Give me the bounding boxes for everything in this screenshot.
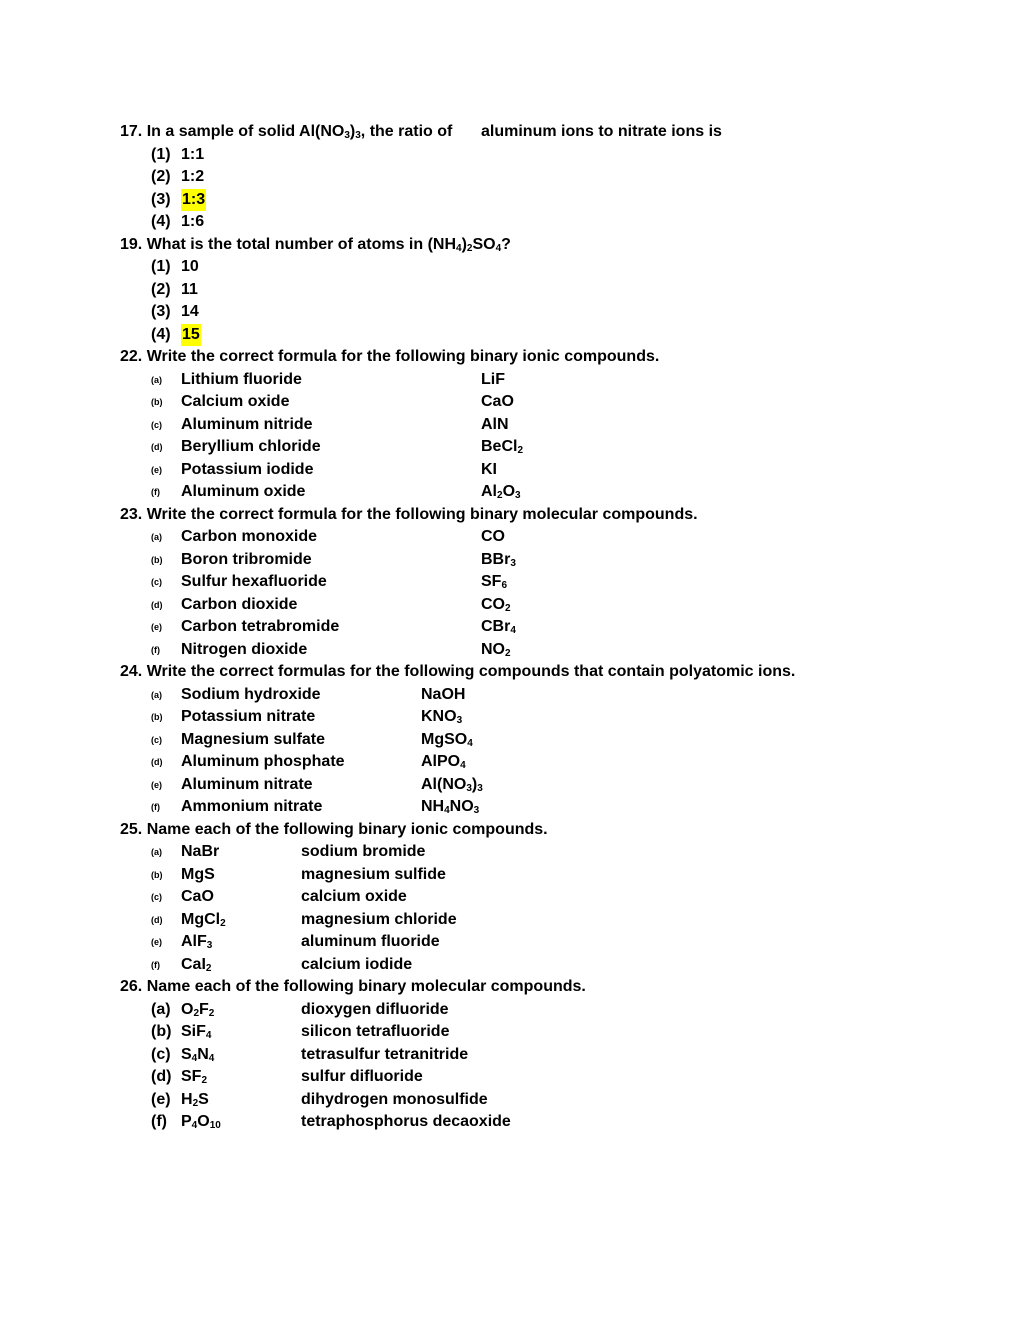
compound-formula: CaO (181, 888, 214, 905)
item-row (0, 571, 1020, 594)
compound-formula: $SF_2$ (181, 1068, 208, 1086)
question-22-text: 22. Write the correct formula for the following binary ionic compounds. (120, 348, 660, 365)
item-label: (f) (151, 802, 160, 812)
question-26-items (0, 999, 1020, 1134)
compound-formula: $NH_4NO_3$ (421, 798, 480, 816)
item-label: (e) (151, 1090, 171, 1108)
compound-formula: CaI$_2$ (181, 955, 212, 974)
item-row (0, 684, 1020, 707)
item-row (0, 1111, 1020, 1134)
compound-name: Carbon dioxide (181, 595, 298, 613)
item-label: (c) (151, 892, 162, 902)
compound-formula: NaOH (421, 685, 466, 703)
option-answer: 10 (181, 258, 199, 275)
question-26-text: 26. Name each of the following binary molecular compounds. (120, 978, 586, 995)
item-label: (a) (151, 532, 162, 542)
item-row (0, 594, 1020, 617)
compound-formula: $KNO_3$ (421, 708, 463, 726)
option-row (0, 256, 1020, 279)
item-row (0, 369, 1020, 392)
item-label: (f) (151, 644, 160, 655)
item-label: (c) (151, 1045, 171, 1063)
question-23-text: 23. Write the correct formula for the following binary molecular compounds. (120, 505, 698, 523)
compound-name: magnesium chloride (301, 910, 457, 928)
compound-formula: $CO_2$ (481, 595, 511, 614)
option-row (0, 189, 1020, 212)
compound-name: sulfur difluoride (301, 1068, 423, 1085)
compound-formula: BeCl$_2$ (481, 438, 524, 456)
item-label: (c) (151, 419, 162, 430)
item-label: (d) (151, 1068, 172, 1085)
compound-formula: MgSO$_4$ (421, 730, 473, 749)
option-answer: 1:1 (181, 145, 205, 163)
option-row (0, 211, 1020, 234)
item-label: (b) (151, 397, 163, 407)
question-24 (0, 661, 1020, 684)
item-label: (f) (151, 487, 160, 497)
option-row (0, 301, 1020, 324)
item-label: (e) (151, 779, 162, 790)
item-row (0, 1044, 1020, 1067)
compound-formula: MgS (181, 865, 215, 883)
compound-formula: $NO_2$ (481, 640, 511, 659)
highlighted-answer: 1:3 (181, 189, 206, 212)
compound-name: silicon tetrafluoride (301, 1023, 450, 1040)
item-label: (b) (151, 869, 163, 880)
option-answer: 14 (181, 303, 199, 320)
item-label: (c) (151, 577, 162, 587)
item-row (0, 706, 1020, 729)
question-25-text: 25. Name each of the following binary ionic compounds. (120, 820, 548, 838)
compound-name: Sulfur hexafluoride (181, 573, 327, 590)
option-number: (2) (151, 168, 171, 185)
compound-name: Ammonium nitrate (181, 798, 323, 815)
item-row (0, 751, 1020, 774)
compound-name: Potassium iodide (181, 460, 314, 478)
item-label: (b) (151, 712, 163, 722)
item-row (0, 414, 1020, 437)
compound-name: Boron tribromide (181, 550, 312, 568)
compound-formula: AlPO$_4$ (421, 753, 466, 771)
compound-formula: $S_4N_4$ (181, 1045, 215, 1064)
option-number: (3) (151, 303, 171, 320)
question-19-text: 19. What is the total number of atoms in $(NH_4)_2SO_4$? (120, 235, 511, 254)
compound-name: sodium bromide (301, 843, 426, 860)
item-label: (d) (151, 914, 163, 925)
option-number: (1) (151, 145, 171, 163)
option-answer: 1:2 (181, 168, 205, 185)
compound-name: Carbon tetrabromide (181, 618, 340, 635)
item-row (0, 391, 1020, 414)
option-row (0, 144, 1020, 167)
question-26 (0, 976, 1020, 999)
item-label: (e) (151, 937, 162, 947)
option-number: (3) (151, 190, 171, 208)
item-label: (f) (151, 1113, 167, 1130)
item-row (0, 954, 1020, 977)
question-19 (0, 234, 1020, 257)
item-row (0, 639, 1020, 662)
compound-formula: AlF$_3$ (181, 933, 213, 951)
compound-formula: BBr$_3$ (481, 550, 516, 569)
item-label: (d) (151, 442, 163, 452)
item-label: (b) (151, 1023, 172, 1040)
item-row (0, 774, 1020, 797)
option-number: (4) (151, 325, 171, 343)
compound-name: Calcium oxide (181, 393, 290, 410)
compound-name: Aluminum phosphate (181, 753, 345, 770)
compound-name: Lithium fluoride (181, 370, 302, 388)
compound-formula: NaBr (181, 843, 220, 860)
question-25-items (0, 841, 1020, 976)
item-row (0, 931, 1020, 954)
compound-formula: CBr$_4$ (481, 618, 516, 636)
compound-formula: AlN (481, 415, 509, 433)
compound-formula: $O_2F_2$ (181, 1000, 215, 1019)
option-number: (1) (151, 258, 171, 275)
worksheet (0, 121, 1020, 1134)
compound-name: dioxygen difluoride (301, 1000, 449, 1018)
item-row (0, 909, 1020, 932)
highlighted-answer: 15 (181, 324, 201, 347)
item-row (0, 1089, 1020, 1112)
question-24-text: 24. Write the correct formulas for the following compounds that contain polyatomic ions. (120, 663, 796, 680)
compound-name: Beryllium chloride (181, 438, 321, 455)
compound-formula: $SF_6$ (481, 573, 508, 591)
question-23 (0, 504, 1020, 527)
option-number: (2) (151, 280, 171, 298)
option-answer: 1:6 (181, 213, 205, 230)
compound-formula: MgCl$_2$ (181, 910, 226, 929)
compound-formula: $Al(NO_3)_3$ (421, 775, 483, 794)
compound-name: Carbon monoxide (181, 528, 318, 545)
item-label: (e) (151, 464, 162, 475)
question-25 (0, 819, 1020, 842)
item-row (0, 526, 1020, 549)
question-17 (0, 121, 1020, 144)
item-label: (d) (151, 599, 163, 610)
compound-name: magnesium sulfide (301, 865, 446, 883)
item-row (0, 459, 1020, 482)
item-row (0, 999, 1020, 1022)
compound-formula: SiF$_4$ (181, 1023, 212, 1041)
item-label: (d) (151, 757, 163, 767)
compound-name: dihydrogen monosulfide (301, 1090, 488, 1108)
compound-name: tetrasulfur tetranitride (301, 1045, 469, 1063)
compound-name: Aluminum nitride (181, 415, 313, 433)
item-label: (a) (151, 374, 162, 385)
question-22-items (0, 369, 1020, 504)
option-row (0, 324, 1020, 347)
item-row (0, 436, 1020, 459)
compound-name: Aluminum nitrate (181, 775, 313, 793)
option-answer: 11 (181, 280, 198, 298)
compound-formula: CO (481, 528, 505, 545)
compound-formula: $P_4O_{10}$ (181, 1113, 221, 1131)
question-24-items (0, 684, 1020, 819)
item-row (0, 481, 1020, 504)
compound-formula: CaO (481, 393, 514, 410)
option-row (0, 166, 1020, 189)
item-row (0, 886, 1020, 909)
item-row (0, 1066, 1020, 1089)
item-label: (a) (151, 689, 162, 700)
compound-name: Sodium hydroxide (181, 685, 321, 703)
item-label: (a) (151, 847, 162, 857)
question-22 (0, 346, 1020, 369)
question-23-items (0, 526, 1020, 661)
compound-name: tetraphosphorus decaoxide (301, 1113, 511, 1130)
item-label: (e) (151, 622, 162, 632)
item-row (0, 729, 1020, 752)
question-17-text: 17. In a sample of solid $Al(NO_3)_3$, the ratio of (120, 123, 453, 141)
item-row (0, 841, 1020, 864)
question-17-text-continued: aluminum ions to nitrate ions is (481, 123, 722, 140)
item-row (0, 549, 1020, 572)
compound-formula: $H_2S$ (181, 1090, 209, 1109)
item-label: (c) (151, 734, 162, 745)
compound-name: calcium iodide (301, 955, 413, 973)
item-label: (b) (151, 554, 163, 565)
item-label: (f) (151, 959, 160, 970)
compound-name: aluminum fluoride (301, 933, 440, 950)
compound-formula: $Al_2O_3$ (481, 483, 521, 501)
item-row (0, 864, 1020, 887)
item-label: (a) (151, 1000, 171, 1018)
option-row (0, 279, 1020, 302)
item-row (0, 796, 1020, 819)
compound-name: Nitrogen dioxide (181, 640, 308, 658)
compound-name: calcium oxide (301, 888, 407, 905)
item-row (0, 616, 1020, 639)
compound-name: Potassium nitrate (181, 708, 316, 725)
compound-name: Aluminum oxide (181, 483, 306, 500)
item-row (0, 1021, 1020, 1044)
option-number: (4) (151, 213, 171, 230)
compound-name: Magnesium sulfate (181, 730, 326, 748)
compound-formula: LiF (481, 370, 505, 388)
compound-formula: KI (481, 460, 497, 478)
